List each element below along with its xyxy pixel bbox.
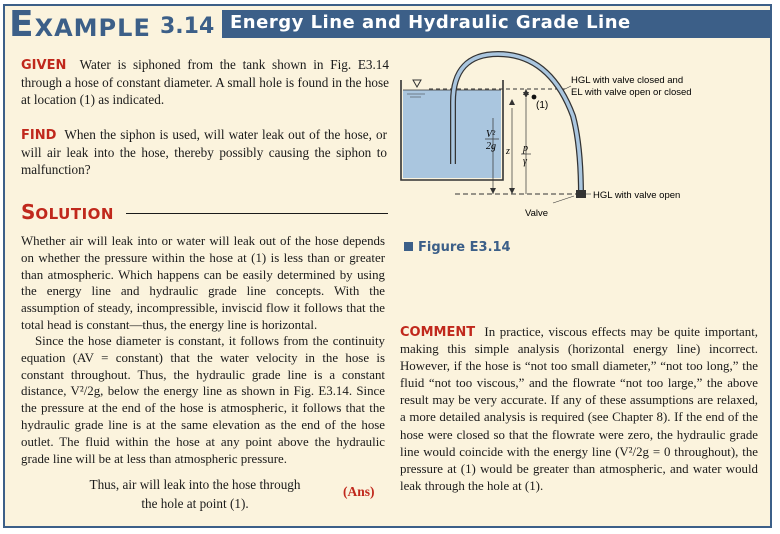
given-section [21, 56, 389, 109]
solution-word: OLUTION [35, 205, 114, 223]
water-level-icon [413, 80, 421, 87]
comment-text: In practice, viscous effects may be quite important, making this simple analysis (horizontal energy line) incorrect. However, if the hose is “not too small diameter,” “not too long,” the fluid “not too viscous,” and the flowrate “not too large,” the above result may be very accurate. If any of these assumptions are relaxed, a more detailed analysis is required (see Chapter 8). If the end of the hose were closed so that the flowrate were zero, the hydraulic grade line would coincide with the energy line (V²/2g = 0 throughout), the pressure at (1) would be greater than atmospheric, and water would leak through the hole at (1). [400, 325, 758, 493]
solution-heading [21, 200, 114, 224]
solution-initial: S [21, 200, 36, 224]
v2-num: V² [486, 129, 496, 140]
conclusion-line-1: Thus, air will leak into the hose through [89, 477, 301, 492]
arrow-up-2 [509, 99, 515, 105]
example-initial: E [9, 4, 35, 45]
example-label [9, 4, 151, 45]
given-text: Water is siphoned from the tank shown in Fig. E3.14 through a hose of constant diameter. A small hole is found in the hose at location (1) as indicated. [21, 57, 389, 108]
example-title: Energy Line and Hydraulic Grade Line [230, 12, 631, 33]
example-number: 3.14 [160, 14, 215, 39]
hgl-open-label: HGL with valve open [593, 190, 681, 201]
arrow-down-2 [490, 188, 496, 194]
z-label: z [506, 146, 510, 157]
arrow-down-3 [509, 188, 515, 194]
valve-label: Valve [525, 208, 549, 219]
find-text: When the siphon is used, will water leak out of the hose, or will air leak into the hose, thereby possibly causing the siphon to malfunction? [21, 127, 387, 178]
comment-section [400, 324, 758, 495]
solution-conclusion [80, 476, 310, 512]
find-label: FIND [21, 128, 57, 143]
hgl-closed-label: HGL with valve closed and [571, 75, 684, 86]
conclusion-line-2: the hole at point (1). [141, 496, 249, 512]
figure-caption [404, 240, 511, 255]
point-1-label: (1) [536, 100, 549, 111]
given-label: GIVEN [21, 58, 67, 73]
header-label-box [5, 4, 222, 45]
figure-caption-text: Figure E3.14 [418, 240, 511, 255]
solution-paragraph-2: Since the hose diameter is constant, it follows from the continuity equation (AV = constant) that the water velocity in the hose is constant throughout. Thus, the hydraulic grade line is a constant distance, V²/2g, below the energy line as shown in Fig. E3.14. Since the pressure at the end of the hose is atmospheric, it follows that the hydraulic grade line is at the same elevation as the end of the hose outlet. The fluid within the hose at any point above the hydraulic grade line will be at less than atmospheric pressure. [21, 334, 385, 466]
solution-paragraph-1: Whether air will leak into or water will leak out of the hose depends on whether the pressure within the hose at (1) is less than or greater than atmospheric. Which happens can be easily determined by using the energy line and hydraulic grade line concepts. With the assumption of steady, incompressible, inviscid flow it follows that the total head is constant—thus, the energy line is horizontal. [21, 234, 385, 332]
valve-leader [553, 196, 574, 203]
v2-den: 2g [486, 141, 496, 152]
p-den: γ [523, 156, 527, 167]
point-1-marker [532, 95, 537, 100]
p-num: p [523, 143, 528, 154]
solution-rule [126, 213, 388, 214]
caption-square-icon [404, 242, 413, 251]
find-section [21, 126, 387, 179]
comment-label: COMMENT [400, 325, 476, 340]
example-word: XAMPLE [34, 14, 151, 42]
figure-e3-14 [395, 46, 770, 236]
el-label: EL with valve open or closed [571, 87, 692, 98]
ans-label: (Ans) [343, 484, 375, 499]
